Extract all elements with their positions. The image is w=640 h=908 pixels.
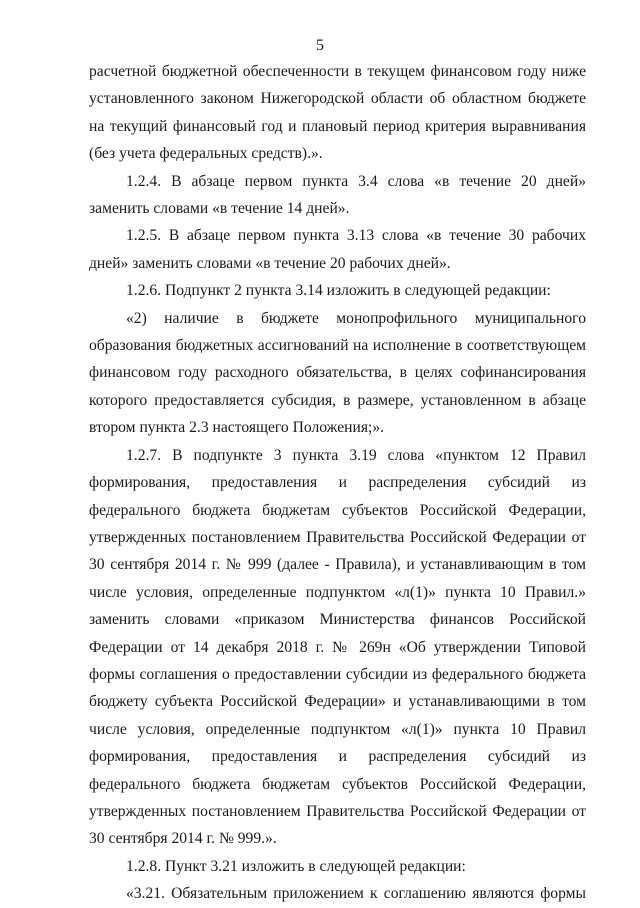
paragraph-1-2-7: 1.2.7. В подпункте 3 пункта 3.19 слова «пунктом 12 Правил формирования, предоставления и распределения субсидий из федерального бюджета бюджетам субъектов Российской Федерации, утвержденных постановлением Правительства Российской Федерации от 30 сентября 2014 г. № 999 (далее - Правила), и устанавливающим в том числе условия, определенные подпунктом «л(1)» пункта 10 Правил.» заменить словами «приказом Министерства финансов Российской Федерации от 14 декабря 2018 г. № 269н «Об утверждении Типовой формы соглашения о предоставлении субсидии из федерального бюджета бюджету субъекта Российской Федерации» и устанавливающими в том числе условия, определенные подпунктом «л(1)» пункта 10 Правил формирования, предоставления и распределения субсидий из федерального бюджета бюджетам субъектов Российской Федерации, утвержденных постановлением Правительства Российской Федерации от 30 сентября 2014 г. № 999.». — [89, 446, 586, 848]
paragraph-1-2-8: 1.2.8. Пункт 3.21 изложить в следующей редакции: — [126, 857, 466, 875]
page-number: 5 — [316, 37, 324, 54]
paragraph-1-2-6: 1.2.6. Подпункт 2 пункта 3.14 изложить в следующей редакции: — [126, 282, 551, 300]
paragraph-subpoint-2: «2) наличие в бюджете монопрофильного муниципального образования бюджетных ассигнований на исполнение в соответствующем финансовом году расходного обязательства, в целях софинансирования которого предоставляется субсидия, в размере, установленном в абзаце втором пункта 2.3 настоящего Положения;». — [89, 309, 586, 437]
paragraph-continuation: расчетной бюджетной обеспеченности в текущем финансовом году ниже установленного законом Нижегородской области об областном бюджете на текущий финансовый год и плановый период критерия выравнивания (без учета федеральных средств).». — [89, 63, 586, 163]
document-body — [89, 58, 586, 908]
paragraph-1-2-4: 1.2.4. В абзаце первом пункта 3.4 слова «в течение 20 дней» заменить словами «в течение 14 дней». — [89, 172, 586, 218]
paragraph-3-21: «3.21. Обязательным приложением к соглашению являются формы — [126, 885, 586, 903]
paragraph-1-2-5: 1.2.5. В абзаце первом пункта 3.13 слова «в течение 30 рабочих дней» заменить словами «в течение 20 рабочих дней». — [89, 227, 586, 272]
